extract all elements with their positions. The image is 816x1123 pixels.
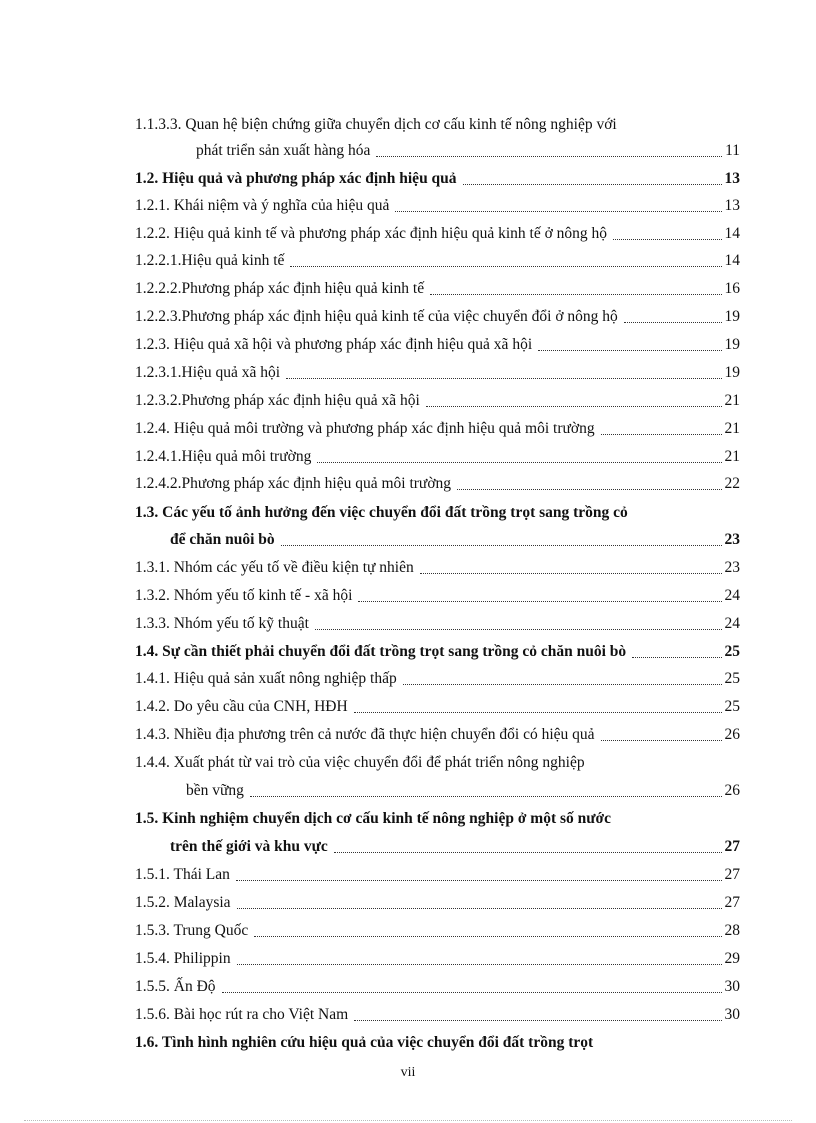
toc-entry[interactable]: 1.5.1. Thái Lan 27: [135, 866, 740, 883]
toc-entry[interactable]: 1.2.3.1.Hiệu quả xã hội 19: [135, 364, 740, 381]
toc-entry[interactable]: trên thế giới và khu vực 27: [170, 838, 740, 855]
toc-entry[interactable]: 1.2.3. Hiệu quả xã hội và phương pháp xác định hiệu quả xã hội 19: [135, 336, 740, 353]
toc-entry[interactable]: 1.2.4.1.Hiệu quả môi trường 21: [135, 448, 740, 465]
toc-entry[interactable]: 1.5.4. Philippin 29: [135, 950, 740, 967]
toc-entry[interactable]: 1.2.2.2.Phương pháp xác định hiệu quả kinh tế 16: [135, 280, 740, 297]
toc-line: 1.4.4. Xuất phát từ vai trò của việc chuyển đổi để phát triển nông nghiệp: [135, 754, 585, 771]
toc-entry[interactable]: bền vững 26: [186, 782, 740, 799]
toc-line: 1.6. Tình hình nghiên cứu hiệu quả của việc chuyển đổi đất trồng trọt: [135, 1034, 594, 1051]
toc-entry[interactable]: 1.2.4. Hiệu quả môi trường và phương pháp xác định hiệu quả môi trường 21: [135, 420, 740, 437]
toc-entry[interactable]: 1.2.2.3.Phương pháp xác định hiệu quả kinh tế của việc chuyển đổi ở nông hộ 19: [135, 308, 740, 325]
toc-line: 1.5. Kinh nghiệm chuyển dịch cơ cấu kinh tế nông nghiệp ở một số nước: [135, 810, 612, 827]
toc-entry[interactable]: 1.2.2.1.Hiệu quả kinh tế 14: [135, 252, 740, 269]
toc-entry[interactable]: 1.2. Hiệu quả và phương pháp xác định hiệu quả 13: [135, 170, 740, 187]
toc-entry[interactable]: 1.5.6. Bài học rút ra cho Việt Nam 30: [135, 1006, 740, 1023]
toc-entry[interactable]: 1.3.3. Nhóm yếu tố kỹ thuật 24: [135, 615, 740, 632]
toc-entry[interactable]: để chăn nuôi bò 23: [170, 531, 740, 548]
toc-entry[interactable]: 1.5.3. Trung Quốc 28: [135, 922, 740, 939]
toc-entry[interactable]: 1.2.2. Hiệu quả kinh tế và phương pháp xác định hiệu quả kinh tế ở nông hộ 14: [135, 225, 740, 242]
toc-entry[interactable]: 1.4.3. Nhiều địa phương trên cả nước đã thực hiện chuyển đổi có hiệu quả 26: [135, 726, 740, 743]
toc-entry[interactable]: 1.2.3.2.Phương pháp xác định hiệu quả xã hội 21: [135, 392, 740, 409]
toc-entry[interactable]: 1.5.2. Malaysia 27: [135, 894, 740, 911]
toc-line: 1.3. Các yếu tố ảnh hưởng đến việc chuyển đổi đất trồng trọt sang trồng cỏ: [135, 504, 628, 521]
toc-entry[interactable]: 1.2.1. Khái niệm và ý nghĩa của hiệu quả 13: [135, 197, 740, 214]
toc-entry[interactable]: 1.4.1. Hiệu quả sản xuất nông nghiệp thấp 25: [135, 670, 740, 687]
page-number: vii: [400, 1065, 416, 1080]
toc-entry[interactable]: 1.4. Sự cần thiết phải chuyển đổi đất trồng trọt sang trồng cỏ chăn nuôi bò 25: [135, 643, 740, 660]
toc-entry[interactable]: 1.4.2. Do yêu cầu của CNH, HĐH 25: [135, 698, 740, 715]
toc-entry[interactable]: 1.3.1. Nhóm các yếu tố về điều kiện tự nhiên 23: [135, 559, 740, 576]
toc-entry[interactable]: 1.3.2. Nhóm yếu tố kinh tế - xã hội 24: [135, 587, 740, 604]
toc-entry[interactable]: 1.2.4.2.Phương pháp xác định hiệu quả môi trường 22: [135, 475, 740, 492]
toc-line: 1.1.3.3. Quan hệ biện chứng giữa chuyển dịch cơ cấu kinh tế nông nghiệp với: [135, 116, 617, 133]
toc-entry[interactable]: 1.5.5. Ấn Độ 30: [135, 978, 740, 995]
toc-entry[interactable]: phát triển sản xuất hàng hóa 11: [196, 142, 740, 159]
page-bottom-border: [24, 1120, 792, 1121]
